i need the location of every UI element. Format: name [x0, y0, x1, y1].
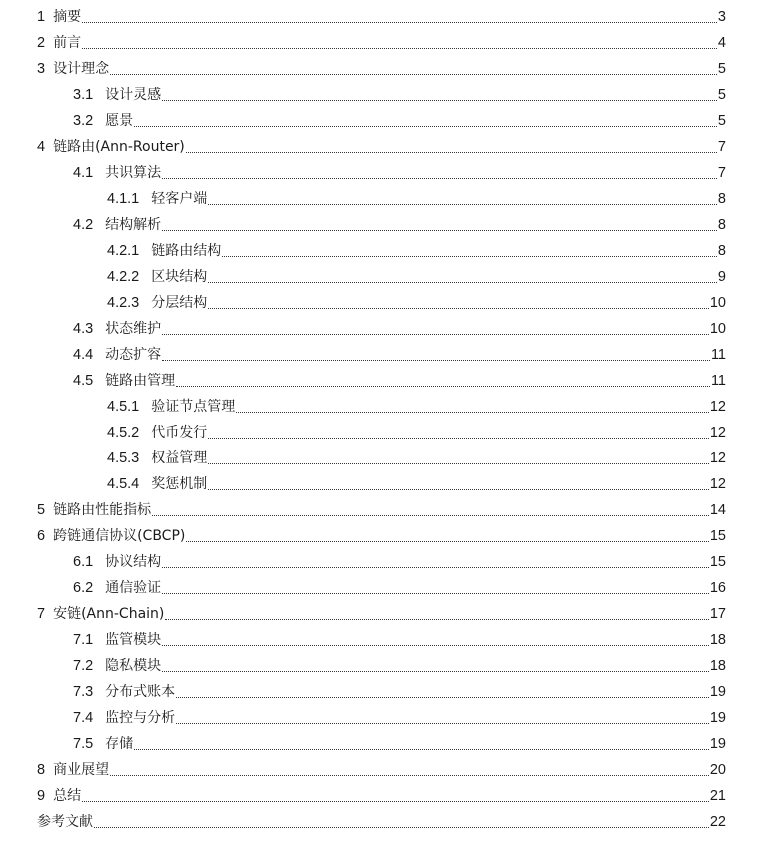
section-number: 3.2: [73, 112, 94, 129]
page-number: 3: [717, 9, 726, 25]
section-title: 区块结构: [151, 268, 208, 285]
page-number: 5: [717, 60, 726, 77]
section-title: 设计灵感: [105, 86, 162, 103]
page-number: 18: [709, 632, 726, 649]
page-number: 19: [709, 710, 726, 727]
dot-leader: [152, 497, 709, 523]
dot-leader: [186, 523, 709, 549]
section-title: 监控与分析: [105, 710, 176, 727]
section-number: 7.4: [73, 710, 94, 727]
section-number: 7: [37, 606, 46, 623]
dot-leader: [208, 471, 709, 497]
dot-leader: [110, 56, 717, 82]
dot-leader: [208, 264, 717, 290]
section-number: 4.2: [73, 216, 94, 233]
section-number: 4.5.1: [107, 398, 140, 415]
toc-entry-4-2[interactable]: [73, 212, 726, 238]
page-number: 20: [709, 762, 726, 779]
section-title: 验证节点管理: [151, 398, 236, 415]
section-title: 分布式账本: [105, 684, 176, 701]
section-title: 奖惩机制: [151, 476, 208, 493]
section-number: 4.1.1: [107, 190, 140, 207]
toc-entry-7-2[interactable]: [73, 653, 726, 679]
dot-leader: [162, 316, 709, 342]
section-title: 结构解析: [105, 216, 162, 233]
toc-entry-4-5-4[interactable]: [107, 471, 726, 497]
page-number: 14: [709, 502, 726, 519]
section-title: 链路由结构: [151, 242, 222, 259]
section-title: 权益管理: [151, 450, 208, 467]
section-title: 共识算法: [105, 164, 162, 181]
toc-entry-7-1[interactable]: [73, 627, 726, 653]
page-number: 17: [709, 606, 726, 623]
section-title: 安链(Ann-Chain): [53, 606, 165, 623]
toc-entry-4-1[interactable]: [73, 160, 726, 186]
page-number: 10: [709, 294, 726, 311]
section-title: 监管模块: [105, 632, 162, 649]
section-number: 4: [37, 138, 46, 155]
section-number: 3.1: [73, 86, 94, 103]
dot-leader: [208, 445, 709, 471]
section-title: 链路由(Ann-Router): [53, 138, 185, 155]
page-number: 12: [709, 476, 726, 493]
page-number: 12: [709, 398, 726, 415]
dot-leader: [176, 368, 710, 394]
section-title: 总结: [53, 788, 82, 805]
page-number: 21: [709, 788, 726, 805]
section-number: 6: [37, 528, 46, 545]
toc-entry-6-1[interactable]: [73, 549, 726, 575]
section-number: 4.4: [73, 346, 94, 363]
section-number: 4.5: [73, 372, 94, 389]
section-number: 8: [37, 762, 46, 779]
page-number: 4: [717, 34, 726, 51]
toc-entry-3[interactable]: [37, 56, 726, 82]
toc-entry-8[interactable]: [37, 757, 726, 783]
section-number: 1: [37, 9, 46, 25]
dot-leader: [94, 809, 709, 835]
section-number: 2: [37, 34, 46, 51]
toc-entry-4-2-2[interactable]: [107, 264, 726, 290]
dot-leader: [208, 290, 709, 316]
section-title: 参考文献: [37, 814, 93, 831]
page-number: 8: [717, 190, 726, 207]
dot-leader: [134, 731, 709, 757]
dot-leader: [162, 82, 717, 108]
section-number: 4.2.3: [107, 294, 140, 311]
page-number: 7: [717, 138, 726, 155]
dot-leader: [82, 4, 717, 30]
toc-entry-4-2-1[interactable]: [107, 238, 726, 264]
toc-entry-1[interactable]: [37, 4, 726, 30]
section-title: 存储: [105, 736, 134, 753]
section-title: 分层结构: [151, 294, 208, 311]
toc-entry-9[interactable]: [37, 783, 726, 809]
section-title: 协议结构: [105, 554, 162, 571]
section-number: 4.5.4: [107, 476, 140, 493]
dot-leader: [222, 238, 717, 264]
dot-leader: [165, 601, 708, 627]
dot-leader: [176, 679, 709, 705]
page-number: 11: [710, 346, 726, 363]
section-title: 链路由管理: [105, 372, 176, 389]
section-number: 4.2.2: [107, 268, 140, 285]
dot-leader: [162, 212, 717, 238]
page-number: 5: [717, 112, 726, 129]
dot-leader: [236, 394, 709, 420]
dot-leader: [208, 186, 717, 212]
dot-leader: [162, 653, 709, 679]
toc-entry-4-5-1[interactable]: [107, 394, 726, 420]
page-number: 7: [717, 164, 726, 181]
section-number: 9: [37, 788, 46, 805]
page-number: 12: [709, 424, 726, 441]
section-title: 代币发行: [151, 424, 208, 441]
page-number: 12: [709, 450, 726, 467]
toc-entry-4-2-3[interactable]: [107, 290, 726, 316]
page-number: 5: [717, 86, 726, 103]
toc-entry-4-1-1[interactable]: [107, 186, 726, 212]
section-number: 3: [37, 60, 46, 77]
page-number: 9: [717, 268, 726, 285]
section-title: 隐私模块: [105, 658, 162, 675]
page-number: 22: [709, 814, 726, 831]
toc-entry-references[interactable]: [37, 809, 726, 835]
section-number: 7.2: [73, 658, 94, 675]
section-number: 7.5: [73, 736, 94, 753]
toc-entry-7-4[interactable]: [73, 705, 726, 731]
toc-entry-7[interactable]: [37, 601, 726, 627]
dot-leader: [110, 757, 709, 783]
page-number: 8: [717, 216, 726, 233]
section-number: 4.1: [73, 164, 94, 181]
dot-leader: [162, 575, 709, 601]
toc-entry-4-5-2[interactable]: [107, 420, 726, 446]
section-title: 跨链通信协议(CBCP): [53, 528, 186, 545]
section-title: 愿景: [105, 112, 134, 129]
section-title: 状态维护: [105, 320, 162, 337]
section-title: 通信验证: [105, 580, 162, 597]
page-number: 10: [709, 320, 726, 337]
toc-entry-3-2[interactable]: [73, 108, 726, 134]
dot-leader: [162, 160, 717, 186]
toc-entry-4-3[interactable]: [73, 316, 726, 342]
dot-leader: [162, 342, 710, 368]
section-title: 摘要: [53, 9, 82, 25]
section-number: 4.5.2: [107, 424, 140, 441]
section-number: 4.2.1: [107, 242, 140, 259]
section-number: 6.1: [73, 554, 94, 571]
page-number: 11: [710, 372, 726, 389]
section-number: 7.3: [73, 684, 94, 701]
page-number: 18: [709, 658, 726, 675]
dot-leader: [134, 108, 717, 134]
dot-leader: [162, 549, 709, 575]
dot-leader: [162, 627, 709, 653]
toc-entry-7-5[interactable]: [73, 731, 726, 757]
dot-leader: [208, 420, 709, 446]
section-title: 商业展望: [53, 762, 110, 779]
dot-leader: [82, 30, 717, 56]
section-title: 轻客户端: [151, 190, 208, 207]
page-number: 19: [709, 736, 726, 753]
toc-entry-4[interactable]: [37, 134, 726, 160]
section-number: 4.3: [73, 320, 94, 337]
section-number: 7.1: [73, 632, 94, 649]
page-number: 16: [709, 580, 726, 597]
section-title: 链路由性能指标: [53, 502, 152, 519]
toc-entry-4-4[interactable]: [73, 342, 726, 368]
toc-entry-4-5-3[interactable]: [107, 445, 726, 471]
toc-entry-7-3[interactable]: [73, 679, 726, 705]
section-number: 6.2: [73, 580, 94, 597]
toc-entry-6-2[interactable]: [73, 575, 726, 601]
dot-leader: [82, 783, 709, 809]
section-number: 4.5.3: [107, 450, 140, 467]
toc-entry-5[interactable]: [37, 497, 726, 523]
section-title: 设计理念: [53, 60, 110, 77]
toc-entry-3-1[interactable]: [73, 82, 726, 108]
dot-leader: [176, 705, 709, 731]
toc-entry-6[interactable]: [37, 523, 726, 549]
section-title: 动态扩容: [105, 346, 162, 363]
section-title: 前言: [53, 34, 82, 51]
toc-entry-2[interactable]: [37, 30, 726, 56]
dot-leader: [186, 134, 717, 160]
page-number: 19: [709, 684, 726, 701]
page-number: 8: [717, 242, 726, 259]
toc-entry-4-5[interactable]: [73, 368, 726, 394]
page-number: 15: [709, 554, 726, 571]
page-number: 15: [709, 528, 726, 545]
section-number: 5: [37, 502, 46, 519]
